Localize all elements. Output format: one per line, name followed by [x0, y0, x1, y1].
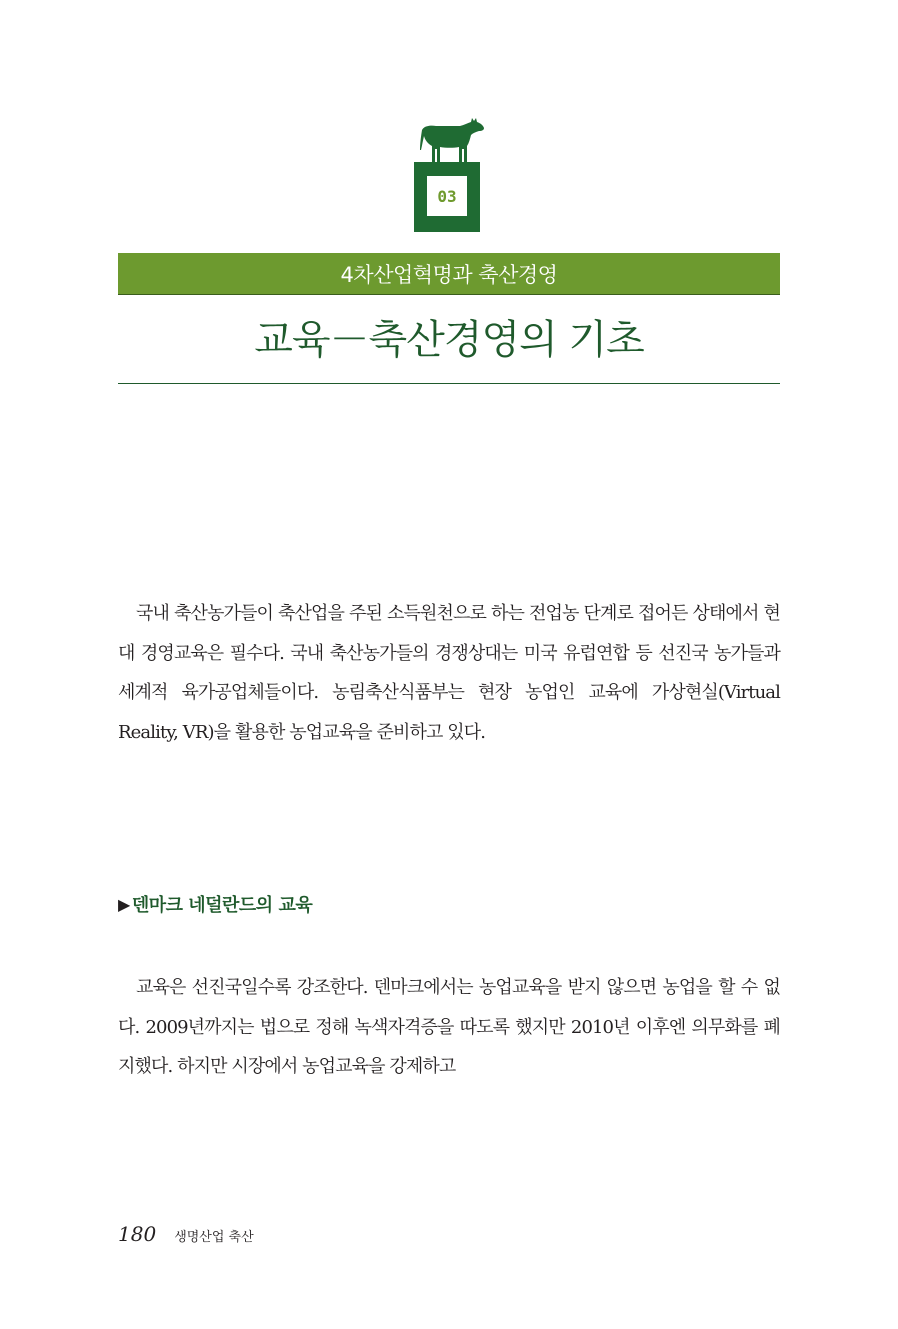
page-number: 180 — [118, 1222, 157, 1246]
chapter-number: 03 — [437, 186, 457, 206]
cow-icon — [416, 116, 486, 164]
running-head: 생명산업 축산 — [174, 1230, 254, 1245]
subheading — [118, 891, 312, 917]
section-title: 4차산업혁명과 축산경영 — [340, 262, 558, 287]
title-divider — [118, 383, 780, 384]
triangle-bullet-icon: ▶ — [118, 894, 130, 914]
chapter-number-box — [414, 162, 480, 232]
page-footer — [118, 1222, 254, 1246]
subheading-text: 덴마크 네덜란드의 교육 — [131, 895, 313, 916]
page-title: 교육－축산경영의 기초 — [254, 317, 644, 363]
chapter-number-inner — [427, 176, 467, 216]
body-paragraph-1: 국내 축산농가들이 축산업을 주된 소득원천으로 하는 전업농 단계로 접어든 상태에서 현대 경영교육은 필수다. 국내 축산농가들의 경쟁상대는 미국 유럽연합 등 선진국 농가들과 세계적 육가공업체들이다. 농림축산식품부는 현장 농업인 교육에 가상현실(Virtual Reality, VR)을 활용한 농업교육을 준비하고 있다. — [118, 603, 780, 743]
body-paragraph-2: 교육은 선진국일수록 강조한다. 덴마크에서는 농업교육을 받지 않으면 농업을 할 수 없다. 2009년까지는 법으로 정해 녹색자격증을 따도록 했지만 2010년 이후엔 의무화를 폐지했다. 하지만 시장에서 농업교육을 강제하고 — [118, 977, 780, 1077]
section-title-bar — [118, 253, 780, 295]
